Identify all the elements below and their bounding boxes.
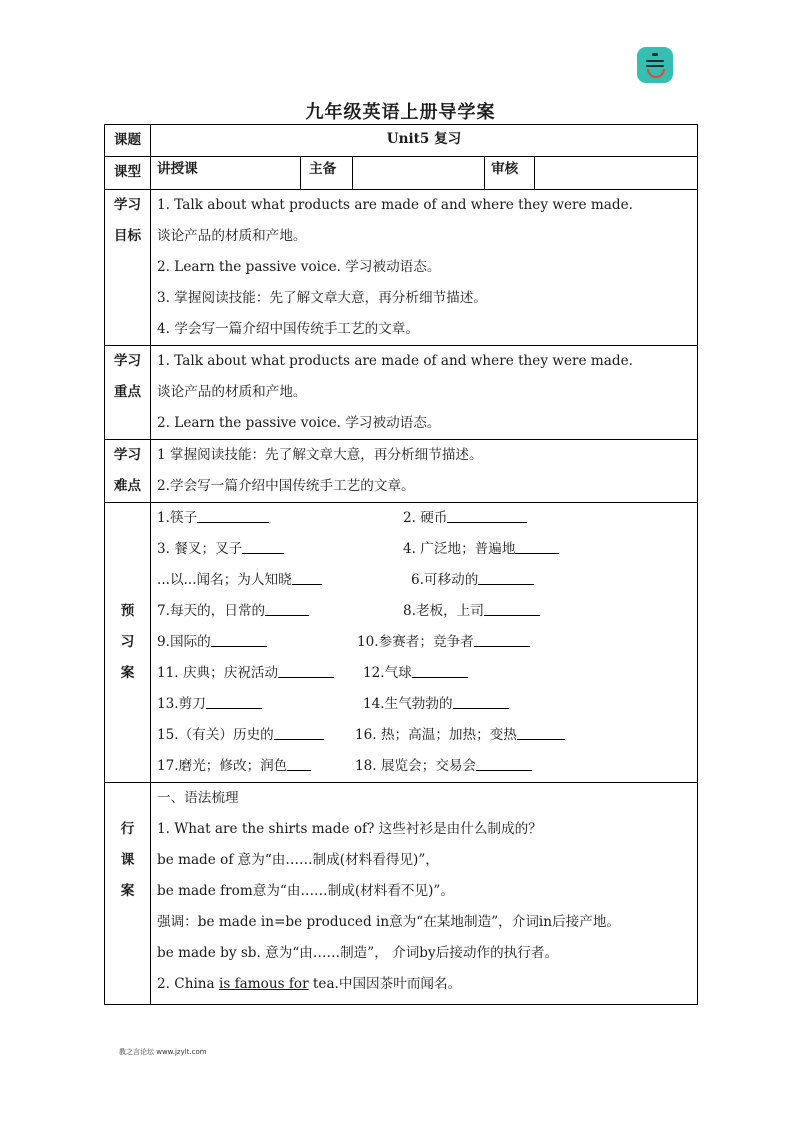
goal-line: 谈论产品的材质和产地。 <box>157 228 307 244</box>
difficulty-content <box>151 440 698 503</box>
vocab-item: 11. 庆典；庆祝活动 <box>157 665 279 681</box>
vocab-line <box>151 534 697 565</box>
section-title: 一、语法梳理 <box>157 790 239 806</box>
type-row <box>105 157 698 190</box>
footer-source: 教之言论坛 www.jzylt.com <box>119 1048 207 1056</box>
lesson-label: 行 课 案 <box>105 783 151 1005</box>
lesson-line: be made by sb. 意为“由……制造”， 介词by后接动作的执行者。 <box>157 945 559 961</box>
vocab-item: 15.（有关）历史的 <box>157 727 274 743</box>
topic-row <box>105 125 698 157</box>
lesson-line: 强调：be made in=be produced in意为“在某地制造”，介词in后接产地。 <box>157 914 621 930</box>
vocab-line <box>151 627 697 658</box>
vocab-item: 14.生气勃勃的 <box>363 696 453 712</box>
lesson-line: be made from意为“由……制成(材料看不见)”。 <box>157 883 454 899</box>
vocab-item: 9.国际的 <box>157 634 211 650</box>
page-title: 九年级英语上册导学案 <box>305 102 496 123</box>
lead-value <box>353 157 485 190</box>
vocab-line <box>151 689 697 720</box>
lesson-line: 1. What are the shirts made of? 这些衬衫是由什么制成的？ <box>157 821 542 837</box>
preview-content <box>151 503 698 783</box>
goal-line: 3. 掌握阅读技能：先了解文章大意，再分析细节描述。 <box>157 290 487 306</box>
difficulty-row <box>105 440 698 503</box>
preview-label: 预 习 案 <box>105 503 151 783</box>
focus-row <box>105 346 698 440</box>
vocab-line <box>151 565 697 596</box>
topic-value: Unit5 复习 <box>151 125 698 157</box>
vocab-item: 1.筷子 <box>157 510 198 526</box>
lesson-line: be made of 意为“由……制成(材料看得见)”， <box>157 852 439 868</box>
vocab-item: 13.剪刀 <box>157 696 206 712</box>
difficulty-label: 学习 难点 <box>105 440 151 503</box>
focus-line: 1. Talk about what products are made of and where they were made. <box>157 353 633 369</box>
lesson-line: 2. China is famous for tea.中国因茶叶而闻名。 <box>157 976 462 992</box>
preview-row <box>105 503 698 783</box>
vocab-line <box>151 720 697 751</box>
vocab-item: 17.磨光；修改；润色 <box>157 758 288 774</box>
goal-line: 4. 学会写一篇介绍中国传统手工艺的文章。 <box>157 321 419 337</box>
vocab-item: 4. 广泛地；普遍地 <box>403 541 516 557</box>
focus-line: 谈论产品的材质和产地。 <box>157 384 307 400</box>
vocab-item: 3. 餐叉；叉子 <box>157 541 243 557</box>
vocab-item: 2. 硬币 <box>403 510 448 526</box>
focus-content <box>151 346 698 440</box>
vocab-item: 7.每天的，日常的 <box>157 603 266 619</box>
vocab-line <box>151 658 697 689</box>
vocab-item: 18. 展览会；交易会 <box>355 758 477 774</box>
lead-label: 主备 <box>301 157 353 190</box>
difficulty-line: 2.学会写一篇介绍中国传统手工艺的文章。 <box>157 478 415 494</box>
vocab-item: ...以...闻名；为人知晓 <box>157 572 292 588</box>
goal-line: 2. Learn the passive voice. 学习被动语态。 <box>157 259 441 275</box>
vocab-line <box>151 751 697 782</box>
vocab-item: 6.可移动的 <box>411 572 479 588</box>
goal-line: 1. Talk about what products are made of and where they were made. <box>157 197 633 213</box>
vocab-line <box>151 596 697 627</box>
vocab-item: 8.老板，上司 <box>403 603 484 619</box>
brand-logo-icon <box>637 47 673 83</box>
goals-content <box>151 190 698 346</box>
difficulty-line: 1 掌握阅读技能：先了解文章大意，再分析细节描述。 <box>157 447 483 463</box>
goals-row <box>105 190 698 346</box>
topic-label: 课题 <box>105 125 151 157</box>
type-label: 课型 <box>105 157 151 190</box>
focus-label: 学习 重点 <box>105 346 151 440</box>
underlined-phrase: is famous for <box>218 976 309 992</box>
lesson-plan-table <box>104 124 698 1005</box>
goals-label: 学习 目标 <box>105 190 151 346</box>
lesson-row <box>105 783 698 1005</box>
vocab-item: 16. 热；高温；加热；变热 <box>355 727 517 743</box>
review-value <box>535 157 698 190</box>
vocab-item: 12.气球 <box>363 665 412 681</box>
focus-line: 2. Learn the passive voice. 学习被动语态。 <box>157 415 441 431</box>
lesson-content <box>151 783 698 1005</box>
vocab-item: 10.参赛者；竞争者 <box>357 634 474 650</box>
type-value: 讲授课 <box>151 157 301 190</box>
review-label: 审核 <box>485 157 535 190</box>
vocab-line <box>151 503 697 534</box>
